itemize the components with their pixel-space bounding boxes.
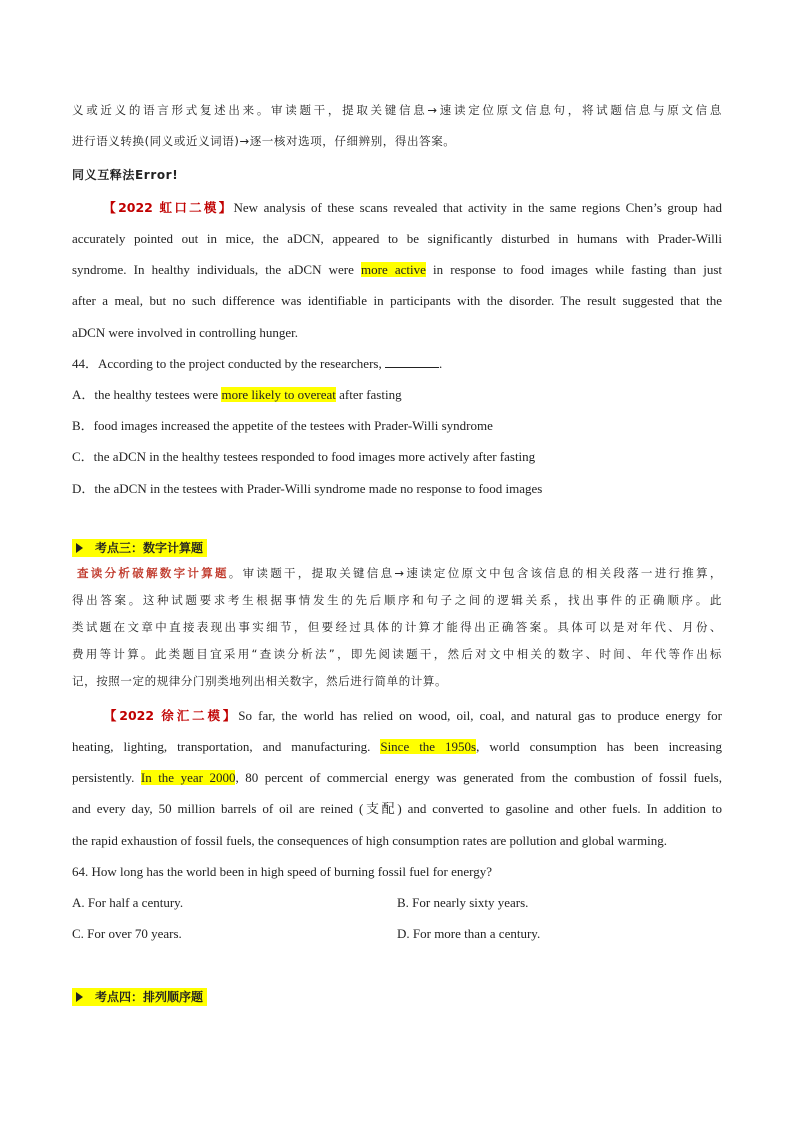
passage-line [72, 769, 722, 787]
arrow-icon [76, 992, 83, 1002]
method-name: 查读分析破解数字计算题 [77, 566, 229, 580]
question-text: . [438, 356, 443, 371]
passage-line: after a meal, but no such difference was identifiable in participants with the disorder. The result suggested that the [72, 293, 722, 308]
option-label: C． [72, 449, 94, 464]
passage-line: aDCN were involved in controlling hunger. [72, 325, 299, 340]
section-text: 。审读题干，提取关键信息→速读定位原文中包含该信息的相关段落一进行推算， [228, 566, 722, 580]
intro-line: 进行语义转换(同义或近义词语)→逐一核对选项，仔细辨别，得出答案。 [72, 134, 456, 148]
highlighted-text: more likely to overeat [221, 387, 336, 402]
option-d [72, 480, 722, 498]
option-c: C. For over 70 years. [72, 926, 182, 941]
method-title: 同义互释法Error! [72, 168, 179, 182]
question-stem [72, 355, 722, 373]
option-b: B. For nearly sixty years. [397, 895, 529, 910]
section-heading [72, 539, 207, 557]
section-title: 考点三：数字计算题 [95, 541, 204, 555]
highlighted-text: In the year 2000 [140, 770, 236, 785]
answer-blank [385, 355, 439, 368]
highlighted-text: more active [361, 262, 426, 277]
question-text: 44．According to the project conducted by the researchers, [72, 356, 385, 371]
passage-line [72, 738, 722, 756]
section-heading [72, 988, 207, 1006]
passage-line: the rapid exhaustion of fossil fuels, the consequences of high consumption rates are pollution and global warming. [72, 833, 667, 848]
option-text: food images increased the appetite of the testees with Prader-Willi syndrome [93, 418, 493, 433]
option-label: B． [72, 418, 94, 433]
section-text-line: 费用等计算。此类题目宜采用“查读分析法”，即先阅读题干，然后对文中相关的数字、时间、年代等作出标 [72, 647, 722, 661]
passage-text: , 80 percent of commercial energy was generated from the combustion of fossil fuels, [235, 770, 722, 785]
passage-text: in response to food images while fasting than just [425, 262, 722, 277]
option-label: D． [72, 481, 95, 496]
option-a: A. For half a century. [72, 895, 184, 910]
option-a [72, 386, 722, 404]
passage-line: and every day, 50 million barrels of oil are reined (支配) and converted to gasoline and other fuels. In addition to [72, 801, 722, 816]
passage-text: New analysis of these scans revealed that activity in the same regions Chen’s group had [233, 200, 722, 215]
passage-text: syndrome. In healthy individuals, the aDCN were [72, 262, 362, 277]
option-text: the aDCN in the testees with Prader-Willi syndrome made no response to food images [94, 481, 543, 496]
passage-text: persistently. [72, 770, 141, 785]
passage-text: , world consumption has been increasing [476, 739, 722, 754]
passage-line [72, 261, 722, 279]
option-label: A． [72, 387, 95, 402]
option-text: the healthy testees were [94, 387, 222, 402]
passage-line [72, 199, 722, 217]
section-text-line: 类试题在文章中直接表现出事实细节，但要经过具体的计算才能得出正确答案。具体可以是对年代、月份、 [72, 620, 722, 634]
option-b [72, 417, 722, 435]
passage-line [72, 707, 722, 725]
intro-line: 义或近义的语言形式复述出来。审读题干，提取关键信息→速读定位原文信息句，将试题信息与原文信息 [72, 103, 722, 117]
source-tag: 【2022 虹口二模】 [101, 200, 234, 215]
option-text: the aDCN in the healthy testees responded to food images more actively after fasting [93, 449, 536, 464]
section-text-line: 得出答案。这种试题要求考生根据事情发生的先后顺序和句子之间的逻辑关系，找出事件的正确顺序。此 [72, 593, 722, 607]
section-text-line: 记，按照一定的规律分门别类地列出相关数字，然后进行简单的计算。 [72, 674, 448, 688]
arrow-icon [76, 543, 83, 553]
section-text-line [72, 564, 722, 582]
passage-text: heating, lighting, transportation, and manufacturing. [72, 739, 381, 754]
option-text: after fasting [335, 387, 402, 402]
section-title: 考点四：排列顺序题 [95, 990, 204, 1004]
highlighted-text: Since the 1950s [380, 739, 477, 754]
option-c [72, 448, 722, 466]
passage-text: So far, the world has relied on wood, oil, coal, and natural gas to produce energy for [238, 708, 722, 723]
option-d: D. For more than a century. [397, 926, 541, 941]
question-stem: 64. How long has the world been in high speed of burning fossil fuel for energy? [72, 864, 493, 879]
source-tag: 【2022 徐汇二模】 [101, 708, 239, 723]
passage-line: accurately pointed out in mice, the aDCN, appeared to be significantly disturbed in humans with Prader-Willi [72, 231, 722, 246]
